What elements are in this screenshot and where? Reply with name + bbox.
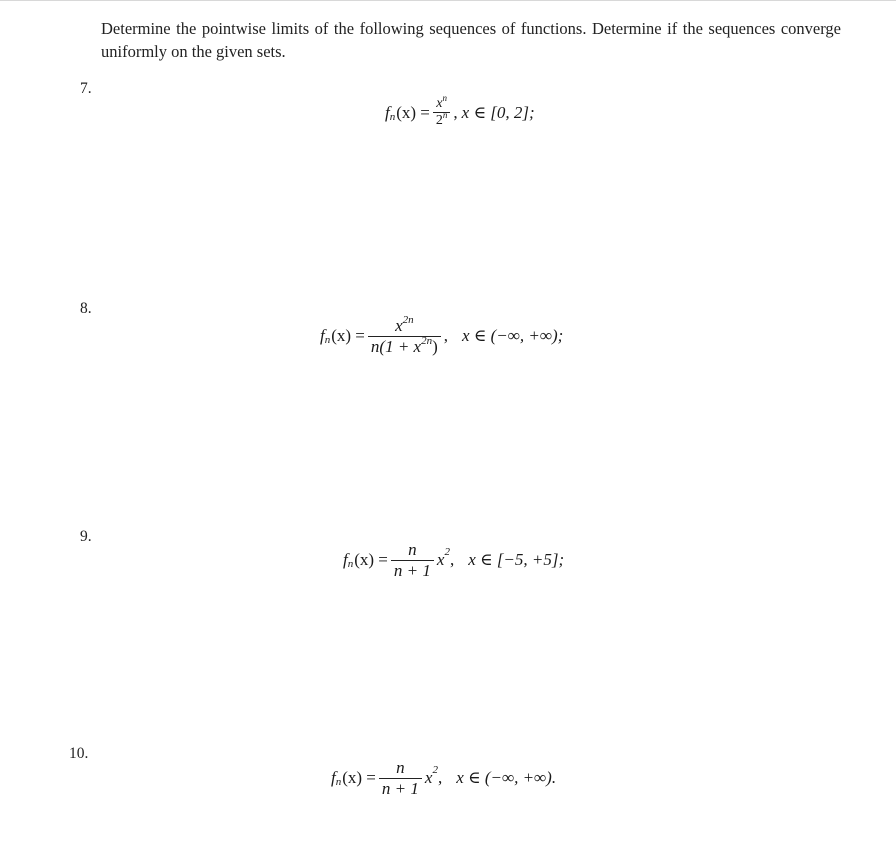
- fraction: [368, 316, 441, 356]
- numerator-exponent: 2n: [402, 314, 414, 326]
- denominator-exponent: 2n: [421, 334, 433, 347]
- function-argument: (x) =: [354, 550, 388, 570]
- separator: ,: [453, 102, 458, 122]
- numerator: x: [436, 96, 443, 111]
- denominator-exponent: n: [442, 110, 448, 121]
- fraction: [433, 93, 451, 129]
- function-subscript: n: [335, 776, 342, 789]
- numerator: n: [408, 540, 417, 559]
- domain-set: x ∈ (−∞, +∞).: [456, 768, 557, 788]
- factor: x: [436, 550, 445, 570]
- numerator: x: [395, 316, 403, 335]
- function-subscript: n: [347, 558, 354, 571]
- function-name: f: [320, 326, 325, 346]
- fraction: [379, 758, 422, 798]
- function-subscript: n: [324, 334, 331, 347]
- denominator: n + 1: [393, 560, 431, 580]
- denominator: 2: [435, 113, 443, 129]
- function-argument: (x) =: [331, 326, 365, 346]
- problem-number: 10.: [69, 745, 89, 762]
- fraction: [391, 540, 434, 580]
- denominator: n + 1: [381, 778, 419, 798]
- problem-number: 8.: [80, 300, 92, 317]
- function-subscript: n: [389, 110, 396, 123]
- numerator-exponent: n: [442, 93, 448, 103]
- domain-set: x ∈ (−∞, +∞);: [462, 326, 564, 346]
- factor-exponent: 2: [444, 546, 450, 559]
- domain-set: x ∈ [0, 2];: [461, 102, 535, 122]
- problem-number: 9.: [80, 528, 92, 545]
- function-name: f: [343, 550, 348, 570]
- domain-set: x ∈ [−5, +5];: [468, 550, 565, 570]
- top-border: [0, 0, 896, 1]
- problem-equation: [343, 540, 564, 580]
- problem-equation: [331, 758, 556, 798]
- problem-equation: [385, 93, 535, 129]
- factor: x: [424, 768, 433, 788]
- problem-equation: [320, 316, 563, 356]
- numerator: n: [396, 758, 405, 777]
- function-argument: (x) =: [342, 768, 376, 788]
- factor-exponent: 2: [432, 764, 438, 777]
- instructions-text: Determine the pointwise limits of the following sequences of functions. Determine if the sequences converge uniformly on the given sets.: [101, 19, 841, 61]
- problem-number: 7.: [80, 80, 92, 97]
- separator: ,: [437, 768, 443, 788]
- separator: ,: [449, 550, 455, 570]
- function-name: f: [331, 768, 336, 788]
- separator: ,: [443, 326, 449, 346]
- denominator-close: ): [432, 336, 438, 356]
- denominator: n(1 + x: [370, 336, 422, 356]
- function-name: f: [385, 102, 390, 122]
- function-argument: (x) =: [396, 102, 430, 122]
